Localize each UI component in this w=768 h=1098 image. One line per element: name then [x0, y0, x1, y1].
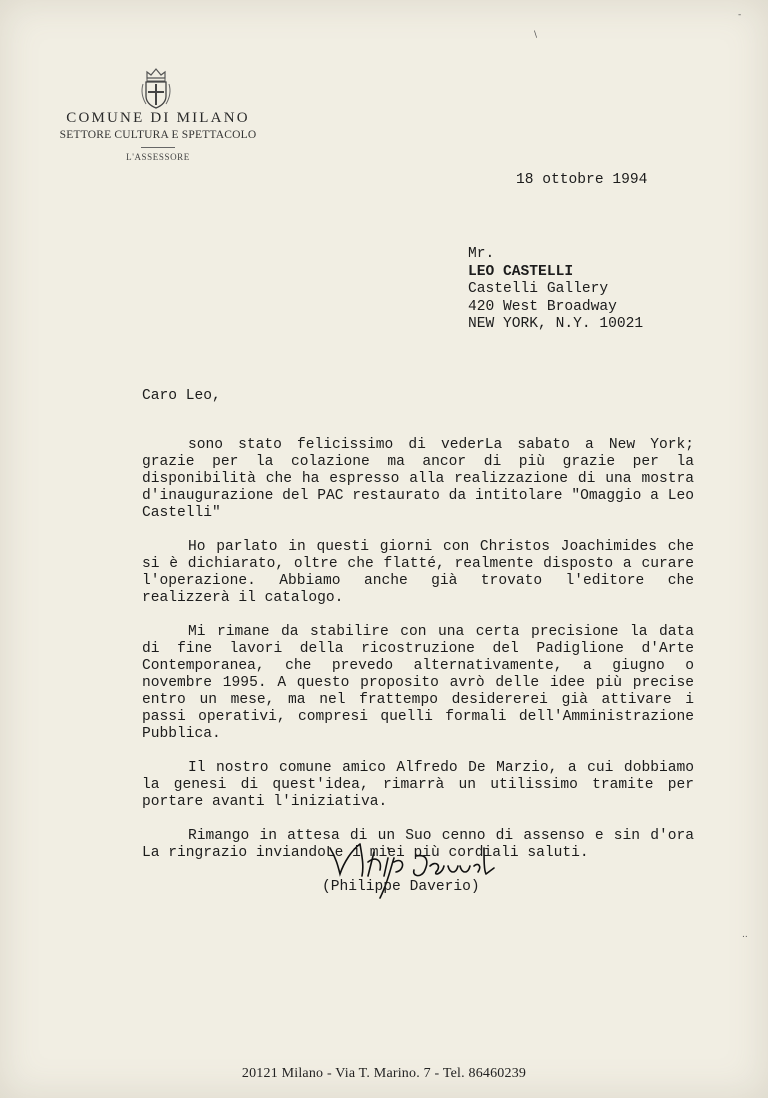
handwritten-signature — [318, 836, 528, 906]
letterhead — [48, 110, 268, 162]
recipient-address — [468, 246, 643, 334]
body-paragraph: sono stato felicissimo di vederLa sabato a New York; grazie per la colazione ma ancor di più grazie per la disponibilità che ha espresso alla realizzazione di una mostra d'inaugurazione del PAC restaurato da intitolare "Omaggio a Leo Castelli" — [142, 437, 694, 521]
body-paragraph: Mi rimane da stabilire con una certa precisione la data di fine lavori della ricostruzione del Padiglione d'Arte Contemporanea, che prevedo alternativamente, a giugno o novembre 1995. A questo proposito avrò delle idee più precise entro un mese, ma nel frattempo desidererei già attivare i passi operativi, compresi quelli formali dell'Amministrazione Pubblica. — [142, 624, 694, 742]
letterhead-department: SETTORE CULTURA E SPETTACOLO — [59, 129, 257, 141]
letterhead-divider — [141, 147, 175, 148]
body-paragraph: Rimango in attesa di un Suo cenno di assenso e sin d'ora La ringrazio inviandoLe i miei più cordiali saluti. — [142, 828, 694, 861]
recipient-street: 420 West Broadway — [468, 298, 617, 315]
recipient-title: Mr. — [468, 246, 495, 262]
letterhead-role: L'ASSESSORE — [126, 152, 190, 162]
signatory-name: (Philippe Daverio) — [322, 879, 480, 895]
letter-page: COMUNE DI MILANO SETTORE CULTURA E SPETTACOLO L'ASSESSORE 18 ottobre 1994 Mr. LEO CASTELLI Castelli Gallery 420 West Broadway NEW YORK, N.Y. 10021 Caro Leo, sono stato felicissimo di vederLa sabato a New York; grazie per la colazione ma ancor di più grazie per la disponibilità che ha espresso alla realizzazione di una mostra d'inaugurazione del PAC restaurato da intitolare "Omaggio a Leo Castelli" Ho parlato in questi giorni con Christos Joachimides che si è dichiarato, oltre che flatté, realmente disposto a curare l'operazione. Abbiamo anche già trovato l'editore che realizzerà il catalogo. Mi rimane da stabilire con una certa precisione la data di fine lavori della ricostruzione del Padiglione d'Arte Contemporanea, che prevedo alternativamente, a giugno o novembre 1995. A questo proposito avrò delle idee più precise entro un mese, ma nel frattempo desidererei già attivare i passi operativi, compresi quelli formali dell'Amministrazione Pubblica. Il nostro comune amico Alfredo De Marzio, a cui dobbiamo la genesi di quest'idea, rimarrà un utilissimo tramite per portare avanti l'iniziativa. Rimango in attesa di un Suo cenno di assenso e sin d'ora La ringrazio inviandoLe i miei più cordiali saluti. (Philippe Daverio) 20121 Milano - Via T. Marino. 7 - Tel. 86460239 \ - .. — [0, 0, 768, 1098]
letterhead-name: COMUNE DI MILANO — [66, 110, 250, 126]
letter-body — [142, 437, 694, 879]
footer-address: 20121 Milano - Via T. Marino. 7 - Tel. 86460239 — [241, 1066, 527, 1081]
recipient-name: LEO CASTELLI — [468, 263, 574, 280]
body-paragraph: Ho parlato in questi giorni con Christos Joachimides che si è dichiarato, oltre che flatté, realmente disposto a curare l'operazione. Abbiamo anche già trovato l'editore che realizzerà il catalogo. — [142, 539, 694, 606]
body-paragraph: Il nostro comune amico Alfredo De Marzio, a cui dobbiamo la genesi di quest'idea, rimarrà un utilissimo tramite per portare avanti l'iniziativa. — [142, 760, 694, 810]
salutation: Caro Leo, — [142, 388, 221, 404]
recipient-city: NEW YORK, N.Y. 10021 — [468, 316, 644, 332]
coat-of-arms-emblem-icon — [138, 66, 174, 110]
letter-date: 18 ottobre 1994 — [516, 172, 648, 188]
recipient-organization: Castelli Gallery — [468, 281, 609, 297]
